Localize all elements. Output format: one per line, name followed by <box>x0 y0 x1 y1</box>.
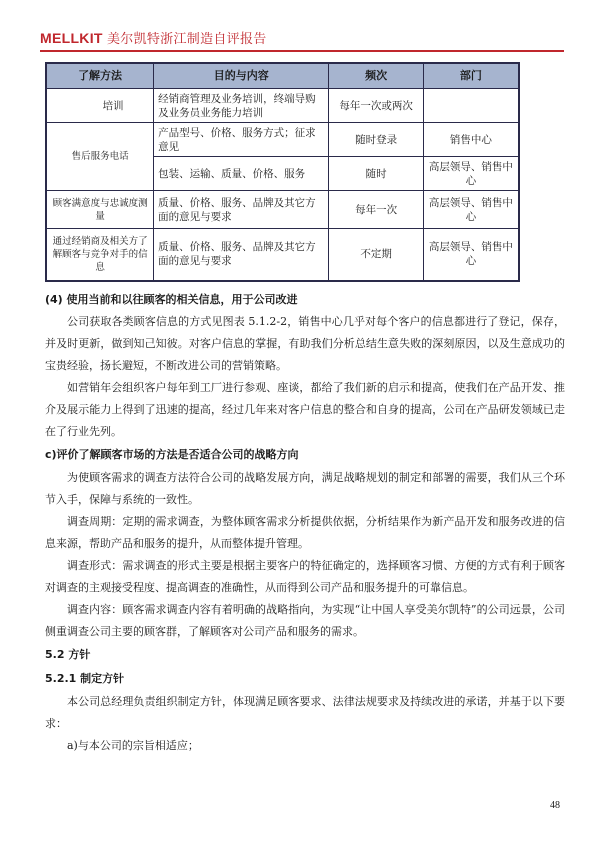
cell-frequency: 每年一次或两次 <box>329 89 424 123</box>
page-number: 48 <box>550 800 560 811</box>
cell-department: 高层领导、销售中心 <box>423 229 519 281</box>
header-brand <box>40 28 267 47</box>
paragraph: 如营销年会组织客户每年到工厂进行参观、座谈，都给了我们新的启示和提高，使我们在产品开发、推介及展示能力上得到了迅速的提高，经过几年来对客户信息的整合和自身的提高，公司在产品研发领域已走在了行业先列。 <box>45 381 565 438</box>
customer-info-table <box>45 62 520 282</box>
cell-frequency: 每年一次 <box>329 191 424 229</box>
paragraph: 公司获取各类顾客信息的方式见图表 5.1.2-2，销售中心几乎对每个客户的信息都进行了登记，保存，并及时更新，做到知己知彼。对客户信息的掌握，有助我们分析总结生意失败的深刻原因，以及生意成功的宝贵经验，扬长避短，不断改进公司的营销策略。 <box>45 315 565 372</box>
brand-chinese: 美尔凯特浙江制造自评报告 <box>106 32 267 47</box>
section-5-2-title: 5.2 方针 <box>45 648 91 661</box>
header-frequency: 频次 <box>329 63 424 89</box>
cell-method: 顾客满意度与忠诚度测量 <box>46 191 154 229</box>
cell-department <box>423 89 519 123</box>
table-header-row <box>46 63 519 89</box>
cell-frequency: 随时 <box>329 157 424 191</box>
paragraph: 调查形式：需求调查的形式主要是根据主要客户的特征确定的，选择顾客习惯、方便的方式有利于顾客对调查的主观接受程度、提高调查的准确性，从而得到公司产品和服务提升的可靠信息。 <box>45 559 565 594</box>
section-4-title: (4) 使用当前和以往顾客的相关信息，用于公司改进 <box>45 293 298 306</box>
cell-frequency: 不定期 <box>329 229 424 281</box>
cell-content: 质量、价格、服务、品牌及其它方面的意见与要求 <box>154 191 329 229</box>
paragraph: 本公司总经理负责组织制定方针，体现满足顾客要求、法律法规要求及持续改进的承诺，并基于以下要求： <box>45 695 565 730</box>
paragraph: 为使顾客需求的调查方法符合公司的战略发展方向，满足战略规划的制定和部署的需要，我们从三个环节入手，保障与系统的一致性。 <box>45 471 565 506</box>
header-method: 了解方法 <box>46 63 154 89</box>
list-item: a)与本公司的宗旨相适应； <box>67 739 199 752</box>
paragraph: 调查内容：顾客需求调查内容有着明确的战略指向，为实现“让中国人享受美尔凯特”的公司远景，公司侧重调查公司主要的顾客群，了解顾客对公司产品和服务的需求。 <box>45 603 565 638</box>
cell-department: 高层领导、销售中心 <box>423 157 519 191</box>
cell-content: 质量、价格、服务、品牌及其它方面的意见与要求 <box>154 229 329 281</box>
paragraph: 调查周期：定期的需求调查，为整体顾客需求分析提供依据，分析结果作为新产品开发和服务改进的信息来源，帮助产品和服务的提升，从而整体提升管理。 <box>45 515 565 550</box>
cell-department: 高层领导、销售中心 <box>423 191 519 229</box>
cell-content: 经销商管理及业务培训，终端导购及业务员业务能力培训 <box>154 89 329 123</box>
cell-content: 产品型号、价格、服务方式；征求意见 <box>154 123 329 157</box>
table-row <box>46 89 519 123</box>
section-c-title: c)评价了解顾客市场的方法是否适合公司的战略方向 <box>45 448 299 461</box>
cell-content: 包装、运输、质量、价格、服务 <box>154 157 329 191</box>
page-header <box>40 26 564 52</box>
header-department: 部门 <box>423 63 519 89</box>
cell-frequency: 随时登录 <box>329 123 424 157</box>
cell-method: 培训 <box>46 89 154 123</box>
cell-method: 通过经销商及相关方了解顾客与竞争对手的信息 <box>46 229 154 281</box>
section-5-2-1-title: 5.2.1 制定方针 <box>45 672 125 685</box>
header-content: 目的与内容 <box>154 63 329 89</box>
brand-english: MELLKIT <box>40 30 103 46</box>
cell-department: 销售中心 <box>423 123 519 157</box>
cell-method: 售后服务电话 <box>46 123 154 191</box>
table-row <box>46 191 519 229</box>
table-row <box>46 229 519 281</box>
body-content <box>45 289 565 757</box>
table-row <box>46 123 519 157</box>
